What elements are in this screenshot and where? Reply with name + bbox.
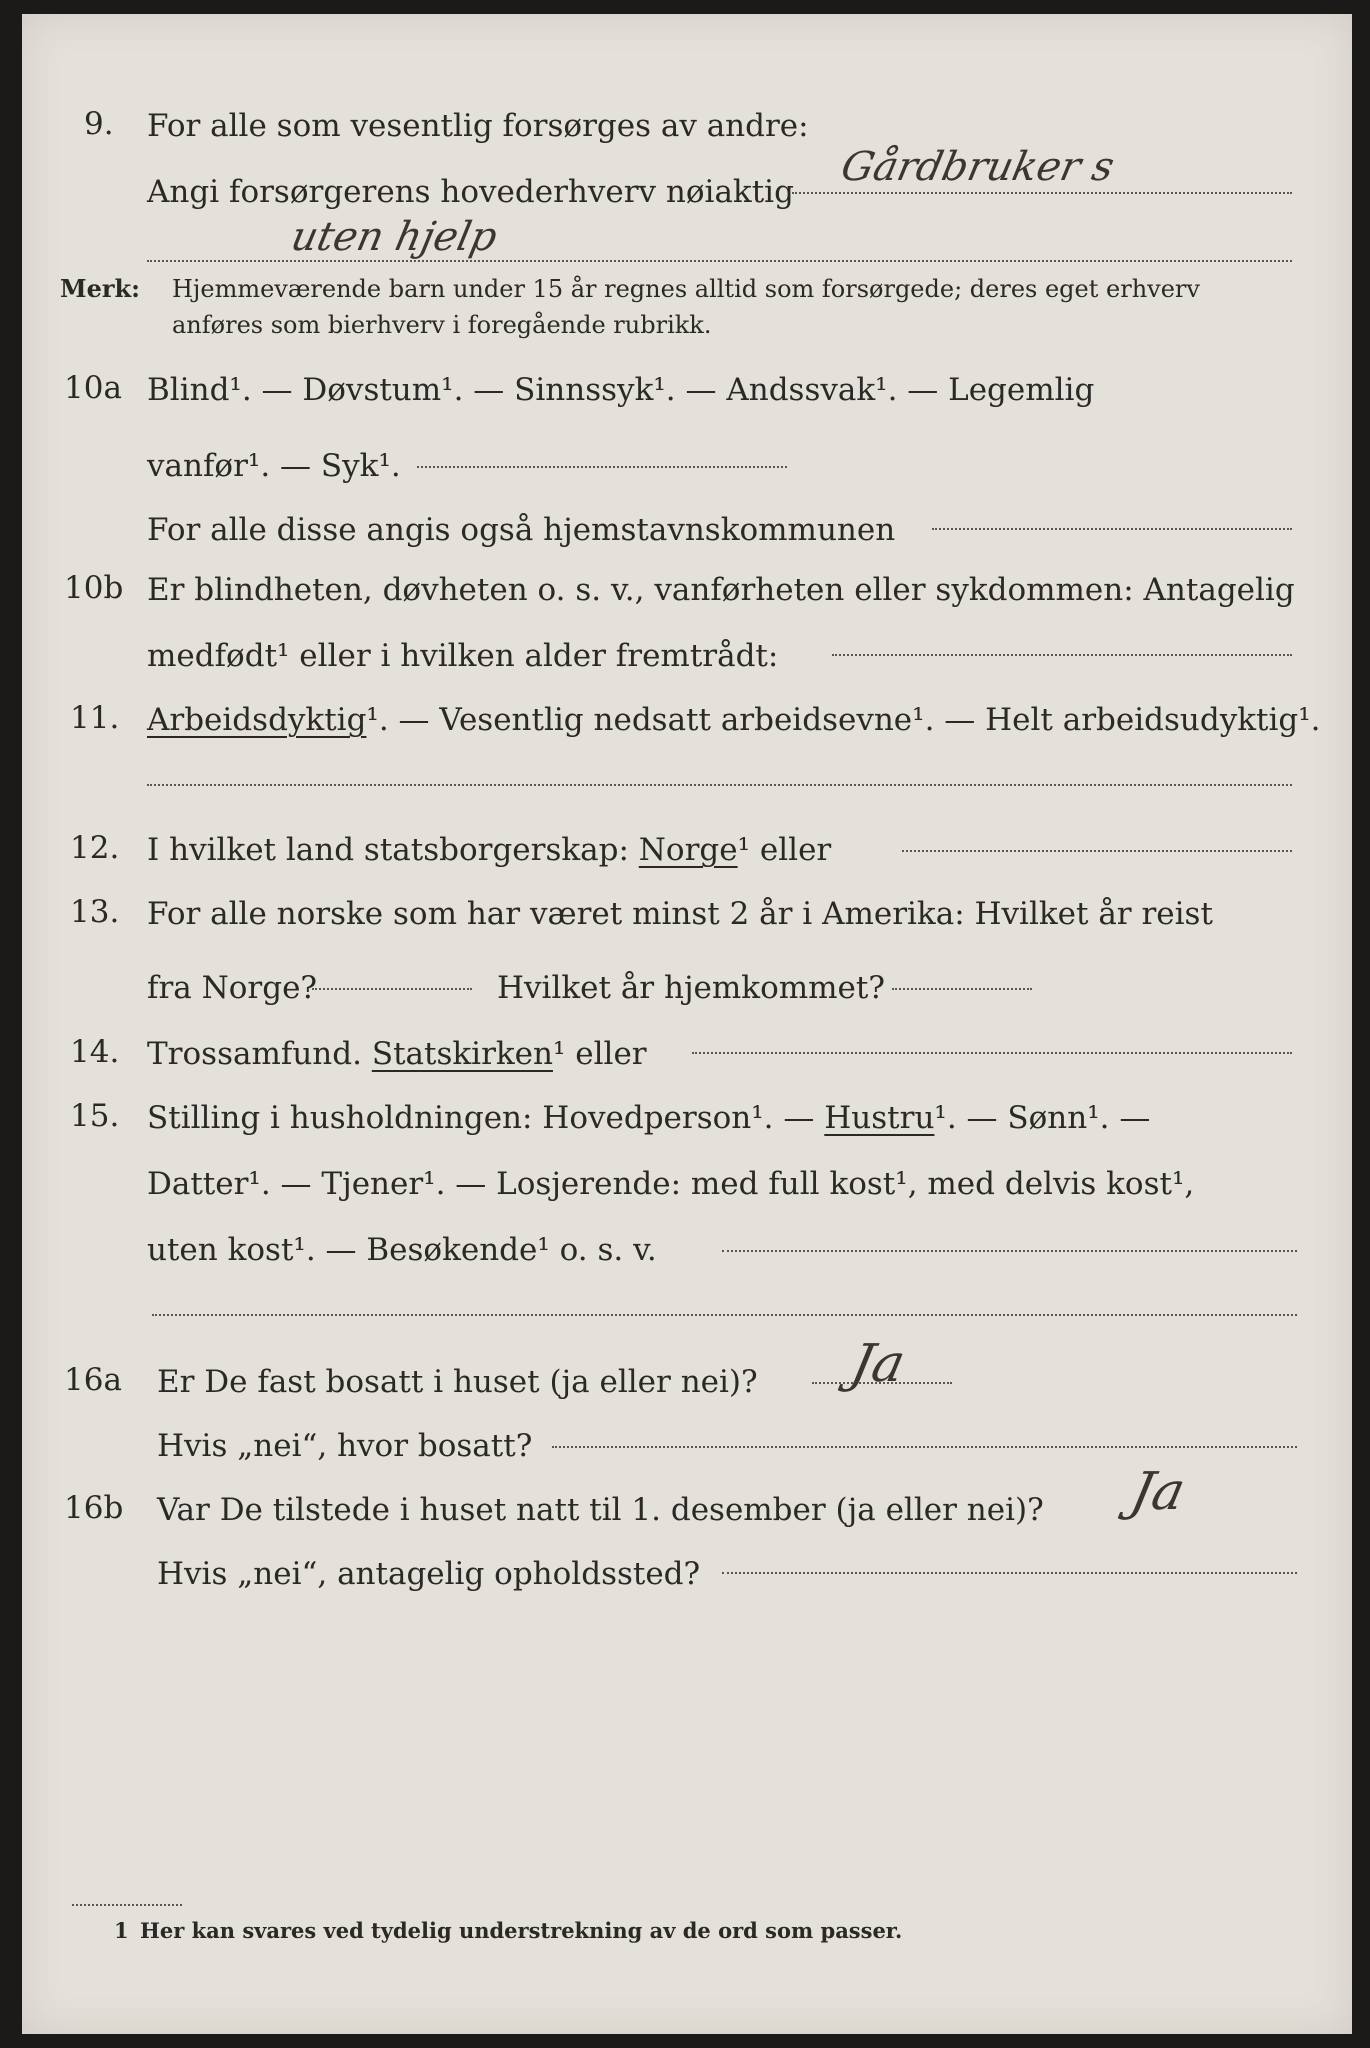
q15-answer-line	[722, 1250, 1297, 1252]
q15-line1	[147, 1090, 1150, 1146]
q12-pre: I hvilket land statsborgerskap:	[147, 832, 629, 868]
q16b-line2: Hvis „nei“, antagelig opholdssted?	[157, 1556, 701, 1592]
q16a-bosatt-line	[552, 1446, 1297, 1448]
merk-line1: Hjemmeværende barn under 15 år regnes alltid som forsørgede; deres eget erhverv	[172, 275, 1200, 303]
q9-line2: Angi forsørgerens hovederhverv nøiaktig	[147, 174, 794, 210]
q15-line3: uten kost¹. — Besøkende¹ o. s. v.	[147, 1232, 657, 1268]
q13-number: 13.	[70, 894, 120, 930]
q16b-line1: Var De tilstede i huset natt til 1. desember (ja eller nei)?	[157, 1492, 1044, 1528]
q9-answer-line-2	[147, 260, 1292, 262]
q9-handwritten-answer-1: Gårdbruker s	[837, 144, 1119, 190]
footnote-rule	[72, 1904, 182, 1906]
q16a-line1: Er De fast bosatt i huset (ja eller nei)?	[157, 1364, 758, 1400]
q10a-line2: vanfør¹. — Syk¹.	[147, 448, 401, 484]
q11-answer-line	[147, 784, 1292, 786]
footnote-mark: 1	[114, 1918, 129, 1943]
q13-line2a: fra Norge?	[147, 970, 318, 1006]
q15-line1a: Stilling i husholdningen: Hovedperson¹. —	[147, 1100, 815, 1136]
q12-post: ¹ eller	[737, 832, 832, 868]
q16b-number: 16b	[64, 1490, 124, 1526]
q10b-number: 10b	[64, 570, 124, 606]
q15-number: 15.	[70, 1098, 120, 1134]
q12-answer-line	[902, 850, 1292, 852]
q10a-answer-line	[417, 466, 787, 468]
merk-label: Merk:	[60, 274, 140, 303]
q9-number: 9.	[84, 106, 114, 142]
q14-pre: Trossamfund.	[147, 1036, 362, 1072]
q9-line1: For alle som vesentlig forsørges av andre:	[147, 108, 809, 144]
q12-number: 12.	[70, 830, 120, 866]
q10a-line3: For alle disse angis også hjemstavnskommunen	[147, 512, 896, 548]
q14-underlined-option: Statskirken	[371, 1036, 553, 1072]
q10a-kommune-line	[932, 528, 1292, 530]
q11-underlined-option: Arbeidsdyktig	[147, 702, 367, 738]
q11-rest: ¹. — Vesentlig nedsatt arbeidsevne¹. — Helt arbeidsudyktig¹.	[366, 702, 1321, 738]
q15-underlined-option: Hustru	[824, 1100, 935, 1136]
q13-hjemkommet-line	[892, 988, 1032, 990]
q16b-handwritten-answer: Ja	[1125, 1462, 1191, 1522]
q9-handwritten-answer-2: uten hjelp	[287, 214, 502, 260]
q12-underlined-option: Norge	[638, 832, 738, 868]
q13-line1: For alle norske som har været minst 2 år i Amerika: Hvilket år reist	[147, 896, 1213, 932]
q10b-line1: Er blindheten, døvheten o. s. v., vanførheten eller sykdommen: Antagelig	[147, 572, 1295, 608]
q16a-line2: Hvis „nei“, hvor bosatt?	[157, 1428, 533, 1464]
q16a-number: 16a	[64, 1362, 122, 1398]
q14-answer-line	[692, 1052, 1292, 1054]
q11-line	[147, 692, 1321, 748]
q13-line2b: Hvilket år hjemkommet?	[497, 970, 885, 1006]
q10b-line2: medfødt¹ eller i hvilken alder fremtrådt:	[147, 638, 779, 674]
q15-line1b: ¹. — Sønn¹. —	[934, 1100, 1151, 1136]
q14-post: ¹ eller	[552, 1036, 647, 1072]
q14-number: 14.	[70, 1034, 120, 1070]
merk-line2: anføres som bierhverv i foregående rubrikk.	[172, 311, 712, 339]
q12-line	[147, 822, 831, 878]
q14-line	[147, 1026, 647, 1082]
q16a-handwritten-answer: Ja	[845, 1334, 911, 1394]
q15-line2: Datter¹. — Tjener¹. — Losjerende: med full kost¹, med delvis kost¹,	[147, 1166, 1195, 1202]
q16b-opholdssted-line	[722, 1572, 1297, 1574]
q10a-line1: Blind¹. — Døvstum¹. — Sinnssyk¹. — Andssvak¹. — Legemlig	[147, 372, 1095, 408]
footnote-text: Her kan svares ved tydelig understrekning av de ord som passer.	[140, 1918, 903, 1943]
q10b-answer-line	[832, 654, 1292, 656]
q11-number: 11.	[70, 700, 120, 736]
q10a-number: 10a	[64, 370, 122, 406]
q13-reist-line	[312, 988, 472, 990]
q15-answer-line-2	[152, 1314, 1297, 1316]
census-form-page	[22, 14, 1352, 2034]
q9-answer-line	[792, 192, 1292, 194]
